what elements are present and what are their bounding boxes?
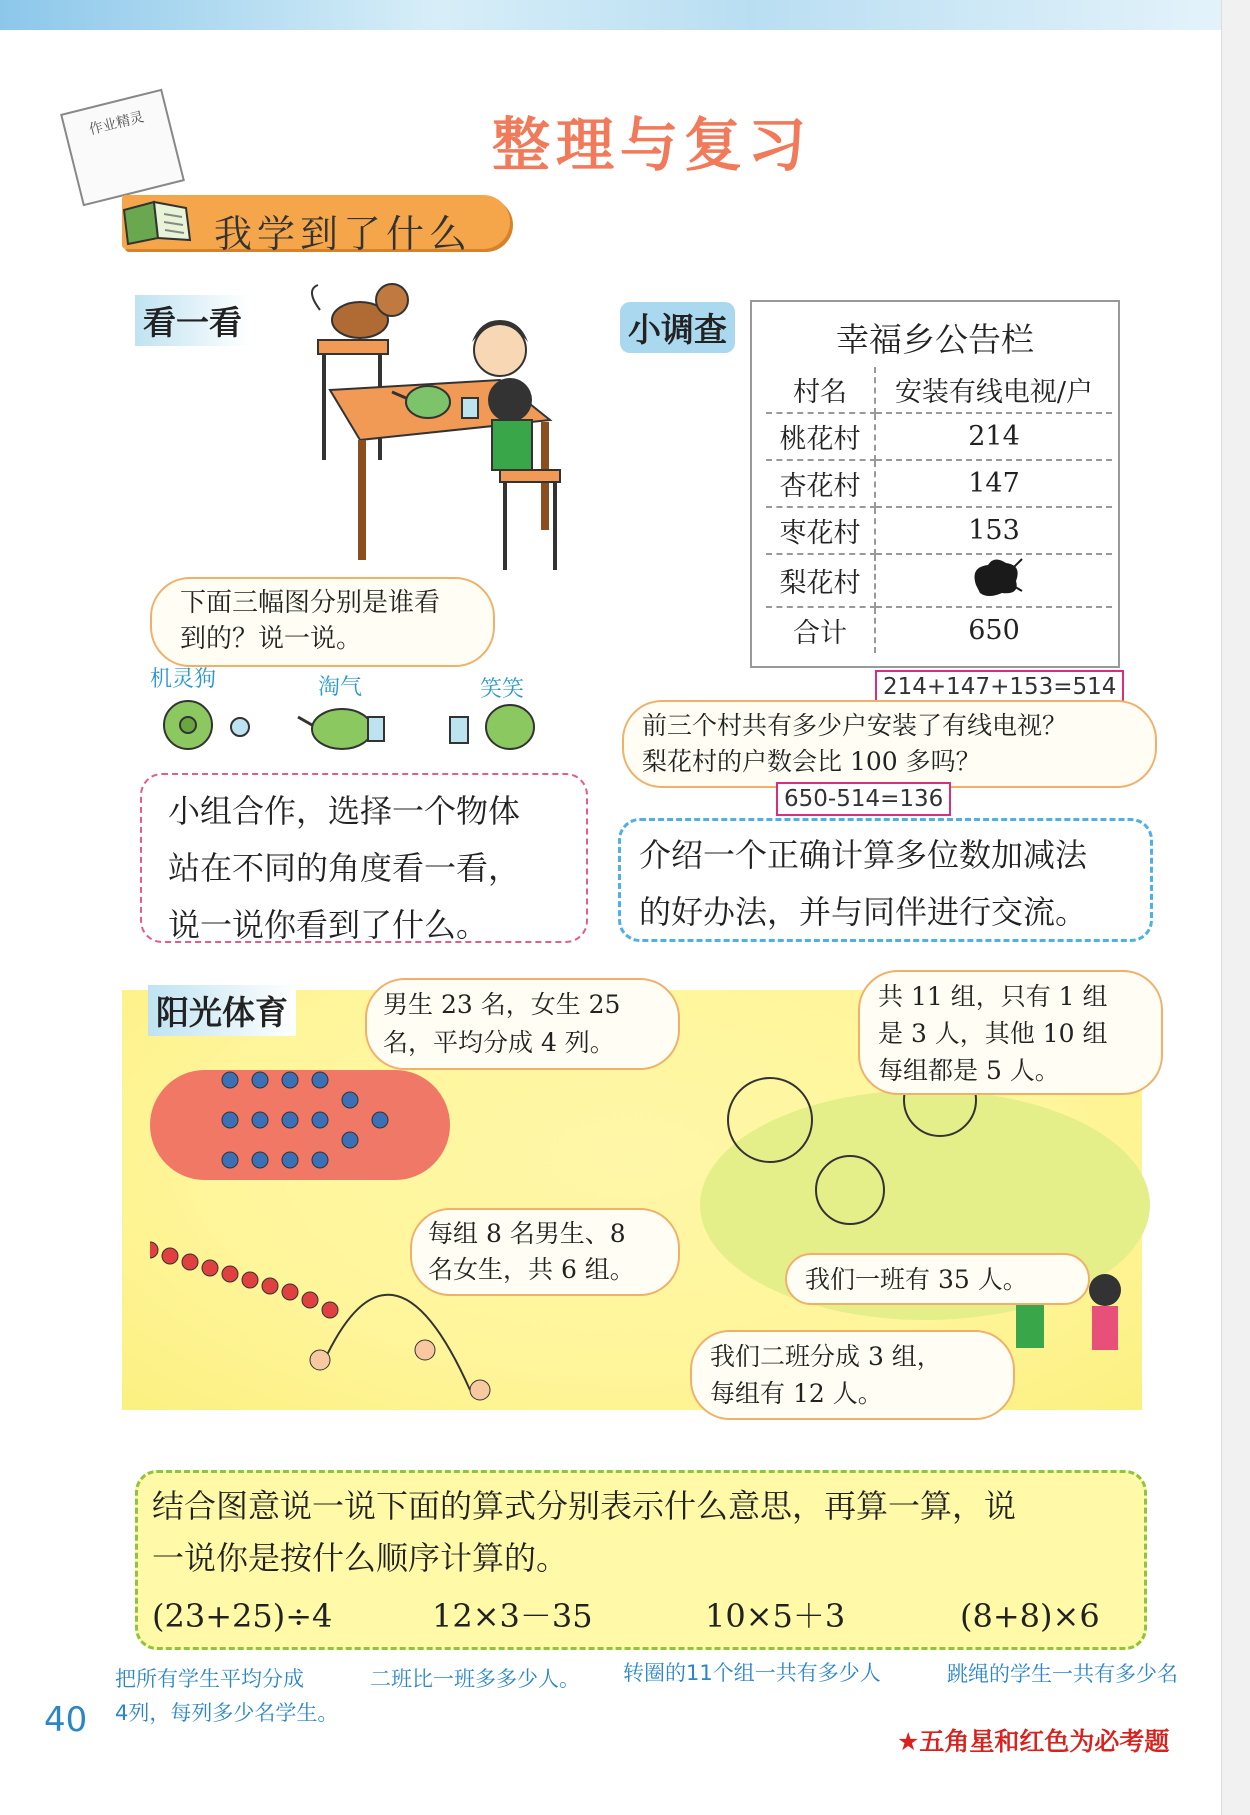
ink-blot-icon: [964, 555, 1024, 599]
handwritten-answer-1: 214+147+153=514: [875, 670, 1124, 704]
expression-1: (23+25)÷4: [152, 1597, 333, 1635]
exercise-instructions: [152, 1480, 1137, 1584]
exercise-line-1: 结合图意说一说下面的算式分别表示什么意思，再算一算，说: [152, 1487, 1017, 1525]
view-label-dog: 机灵狗: [150, 667, 217, 692]
look-task-box: [140, 773, 588, 943]
look-task-line-2: 站在不同的角度看一看，: [168, 849, 521, 887]
village-name: 枣花村: [766, 507, 875, 554]
handwritten-answer-2: 650-514=136: [776, 782, 951, 816]
exercise-line-2: 一说你是按什么顺序计算的。: [152, 1539, 569, 1577]
section-banner-label: 我学到了什么: [214, 212, 473, 256]
village-name: 桃花村: [766, 413, 875, 460]
survey-task-line-1: 介绍一个正确计算多位数加减法: [639, 836, 1088, 874]
table-header-row: [766, 367, 1112, 413]
sports-bubble-1-line-1: 男生 23 名，女生 25: [383, 990, 621, 1019]
boy-icon: [488, 378, 532, 470]
household-count: 214: [875, 413, 1112, 460]
look-question-text: 下面三幅图分别是谁看到的？说一说。: [180, 588, 441, 654]
village-name: 合计: [766, 607, 875, 653]
header-households: 安装有线电视/户: [875, 367, 1112, 413]
bulletin-board: [750, 300, 1120, 668]
sports-bubble-3: [410, 1208, 680, 1296]
front-view-teapot-icon: [486, 705, 534, 749]
survey-label: 小调查: [620, 302, 735, 353]
handwritten-note-1-line-2: 4列，每列多少名学生。: [115, 1701, 339, 1725]
students-in-line-icon: [150, 1242, 338, 1318]
bulletin-title: 幸福乡公告栏: [836, 320, 1034, 359]
sports-bubble-5: [690, 1330, 1015, 1420]
sports-bubble-2-line-1: 共 11 组，只有 1 组: [878, 982, 1108, 1011]
household-count: 147: [875, 460, 1112, 507]
sports-bubble-3-line-2: 名女生，共 6 组。: [428, 1255, 635, 1284]
table-row: [766, 554, 1112, 607]
ink-blot-cell: [875, 554, 1112, 607]
table-row: [766, 507, 1112, 554]
top-view-teapot-icon: [164, 701, 212, 749]
table-row: [766, 413, 1112, 460]
cup-icon: [462, 398, 478, 418]
stamp-text: 作业精灵: [87, 109, 146, 139]
look-task-line-1: 小组合作，选择一个物体: [168, 792, 521, 830]
survey-question-bubble: [622, 700, 1157, 788]
sports-bubble-4-text: 我们一班有 35 人。: [805, 1265, 1028, 1294]
expression-2: 12×3－35: [432, 1597, 593, 1635]
sports-bubble-4: [785, 1253, 1090, 1305]
sports-label: 阳光体育: [148, 985, 296, 1036]
top-view-cup-icon: [231, 718, 249, 736]
sports-bubble-5-line-1: 我们二班分成 3 组，: [710, 1342, 942, 1371]
view-drawings: [160, 695, 540, 755]
bulletin-table: [766, 367, 1112, 653]
sports-bubble-5-line-2: 每组有 12 人。: [710, 1379, 883, 1408]
sports-bubble-2-line-3: 每组都是 5 人。: [878, 1056, 1060, 1085]
sports-bubble-2: [858, 970, 1163, 1095]
expression-4: (8+8)×6: [960, 1597, 1100, 1635]
table-row: [766, 460, 1112, 507]
handwritten-note-1: [115, 1662, 338, 1730]
sky-strip: [0, 0, 1250, 30]
household-count: 650: [968, 615, 1020, 646]
scene-illustration: [300, 280, 570, 580]
handwritten-note-2: 二班比一班多多少人。: [370, 1667, 580, 1691]
survey-task-box: [618, 818, 1153, 942]
survey-question-line-1: 前三个村共有多少户安装了有线电视？: [642, 711, 1068, 740]
household-count: 153: [875, 507, 1112, 554]
view-label-taoqi: 淘气: [318, 675, 363, 700]
chair-icon: [500, 470, 560, 570]
sports-bubble-2-line-2: 是 3 人，其他 10 组: [878, 1019, 1108, 1048]
sports-bubble-3-line-1: 每组 8 名男生、8: [428, 1219, 626, 1248]
front-view-cup-icon: [450, 717, 468, 743]
sports-bubble-1-line-2: 名，平均分成 4 列。: [383, 1028, 615, 1057]
page-edge: [1221, 0, 1250, 1815]
handwritten-note-1-line-1: 把所有学生平均分成: [115, 1667, 304, 1691]
stamp-logo: [60, 89, 185, 207]
handwritten-note-3: 转圈的11个组一共有多少人: [623, 1661, 881, 1685]
look-task-line-3: 说一说你看到了什么。: [168, 906, 489, 944]
survey-task-line-2: 的好办法，并与同伴进行交流。: [639, 893, 1088, 931]
look-label: 看一看: [135, 295, 250, 346]
village-name: 梨花村: [766, 554, 875, 607]
girl-icon: [472, 320, 528, 376]
table-row: [766, 607, 1112, 653]
book-icon: [120, 196, 194, 246]
dog-icon: [312, 284, 408, 338]
page-number: 40: [44, 1700, 88, 1740]
required-note: ★五角星和红色为必考题: [897, 1727, 1170, 1756]
handwritten-note-4: 跳绳的学生一共有多少名: [947, 1662, 1178, 1686]
students-in-rows-icon: [222, 1072, 388, 1168]
look-question-bubble: [150, 577, 495, 667]
view-label-xiaoxiao: 笑笑: [480, 677, 525, 702]
page-title: 整理与复习: [492, 111, 813, 179]
village-name: 杏花村: [766, 460, 875, 507]
survey-question-line-2: 梨花村的户数会比 100 多吗？: [642, 747, 981, 776]
header-village: 村名: [766, 367, 875, 413]
expression-3: 10×5＋3: [705, 1597, 846, 1635]
side-view-teapot-icon: [298, 709, 384, 749]
sports-bubble-1: [365, 978, 680, 1070]
